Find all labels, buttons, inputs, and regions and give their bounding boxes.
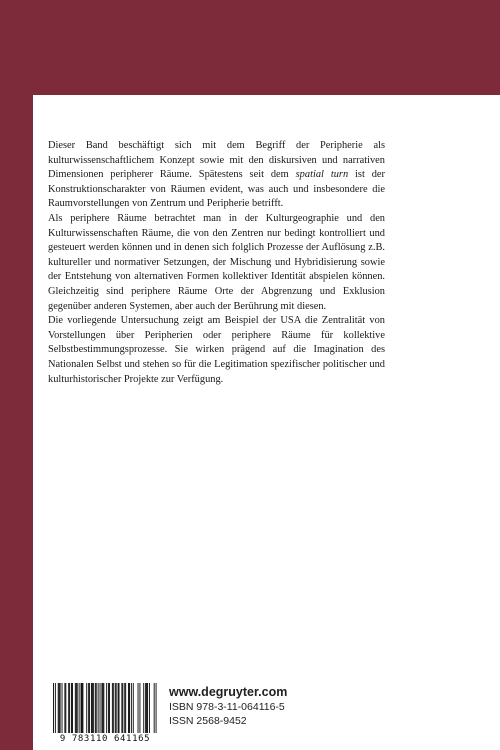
barcode-bar <box>106 683 107 733</box>
barcode-bar <box>64 683 65 733</box>
barcode-bar <box>58 683 59 733</box>
barcode-bar <box>139 683 140 733</box>
barcode-bar <box>82 683 83 733</box>
barcode-bar <box>86 683 87 733</box>
barcode-bar <box>77 683 78 733</box>
barcode-bar <box>103 683 104 733</box>
barcode-bar <box>133 683 134 733</box>
blurb-paragraph-1: Dieser Band beschäftigt sich mit dem Begriff der Peripherie als kulturwissenschaftlichem Konzept sowie mit den diskursiven und narrativen Dimensionen peripherer Räume. Spätestens seit dem spatial turn ist der Konstruktionscharakter von Räumen evident, was auch und insbesondere die Raumvorstellungen von Zentrum und Peripherie betrifft. <box>48 140 385 210</box>
isbn-barcode <box>49 683 161 745</box>
barcode-bar <box>96 683 97 733</box>
barcode-bar <box>100 683 101 733</box>
barcode-bar <box>88 683 89 733</box>
barcode-bar <box>81 683 82 733</box>
barcode-bar <box>92 683 93 733</box>
barcode-digits: 9 783110 641165 <box>49 734 161 745</box>
barcode-bar <box>91 683 92 733</box>
barcode-bar <box>145 683 146 733</box>
barcode-bar <box>109 683 110 733</box>
blurb-text <box>48 139 385 387</box>
barcode-bar <box>112 683 113 733</box>
spatial-turn-term: spatial turn <box>295 169 349 181</box>
barcode-bar <box>115 683 116 733</box>
barcode-bar <box>102 683 103 733</box>
barcode-bar <box>60 683 61 733</box>
barcode-bar <box>128 683 129 733</box>
barcode-bar <box>101 683 102 733</box>
barcode-bar <box>124 683 125 733</box>
barcode-bars <box>49 683 161 735</box>
barcode-bar <box>119 683 120 733</box>
publisher-info <box>169 684 287 728</box>
barcode-bar <box>68 683 69 733</box>
barcode-bar <box>138 683 139 733</box>
barcode-bar <box>146 683 147 733</box>
barcode-bar <box>116 683 117 733</box>
back-cover-panel <box>33 95 500 750</box>
barcode-bar <box>131 683 132 733</box>
barcode-bar <box>121 683 122 733</box>
barcode-bar <box>147 683 148 733</box>
barcode-bar <box>149 683 150 733</box>
barcode-bar <box>113 683 114 733</box>
barcode-bar <box>72 683 73 733</box>
barcode-bar <box>59 683 60 733</box>
barcode-bar <box>98 683 99 733</box>
issn-number: ISSN 2568-9452 <box>169 715 247 727</box>
barcode-bar <box>75 683 76 733</box>
barcode-bar <box>154 683 155 733</box>
blurb-paragraph-2: Als periphere Räume betrachtet man in der Kulturgeographie und den Kulturwissenschaften Räume, die von den Zentren nur bedingt kontrolliert und gesteuert werden können und in denen sich folglich Prozesse der Auflösung z.B. kultureller und normativer Setzungen, der Mischung und Hybridisierung sowie der Entstehung von alternativen Formen kollektiver Identität abspielen können. Gleichzeitig sind periphere Räume Orte der Abgrenzung und Exklusion gegenüber anderen Systemen, aber auch der Berührung mit diesen. <box>48 212 385 312</box>
barcode-bar <box>122 683 123 733</box>
barcode-bar <box>62 683 63 733</box>
barcode-bar <box>89 683 90 733</box>
barcode-bar <box>65 683 66 733</box>
barcode-bar <box>82 683 83 733</box>
barcode-bar <box>55 683 56 733</box>
barcode-bar <box>93 683 94 733</box>
barcode-bar <box>71 683 72 733</box>
barcode-bar <box>129 683 130 733</box>
barcode-bar <box>118 683 119 733</box>
barcode-bar <box>76 683 77 733</box>
isbn-number: ISBN 978-3-11-064116-5 <box>169 701 285 713</box>
barcode-bar <box>156 683 157 733</box>
barcode-bar <box>143 683 144 733</box>
barcode-bar <box>95 683 96 733</box>
barcode-bar <box>79 683 80 733</box>
blurb-paragraph-3: Die vorliegende Untersuchung zeigt am Beispiel der USA die Zentralität von Vorstellungen über Peripherien oder periphere Räume für kollektive Selbstbestimmungsprozesse. Sie wirken prägend auf die Imagination des Nationalen Selbst und stehen so für die Legitimation spezifischer politischer und kulturhistorischer Projekte zur Verfügung. <box>48 315 385 385</box>
publisher-url[interactable]: www.degruyter.com <box>169 685 288 699</box>
barcode-bar <box>125 683 126 733</box>
barcode-bar <box>53 683 54 733</box>
barcode-bar <box>108 683 109 733</box>
barcode-bar <box>69 683 70 733</box>
